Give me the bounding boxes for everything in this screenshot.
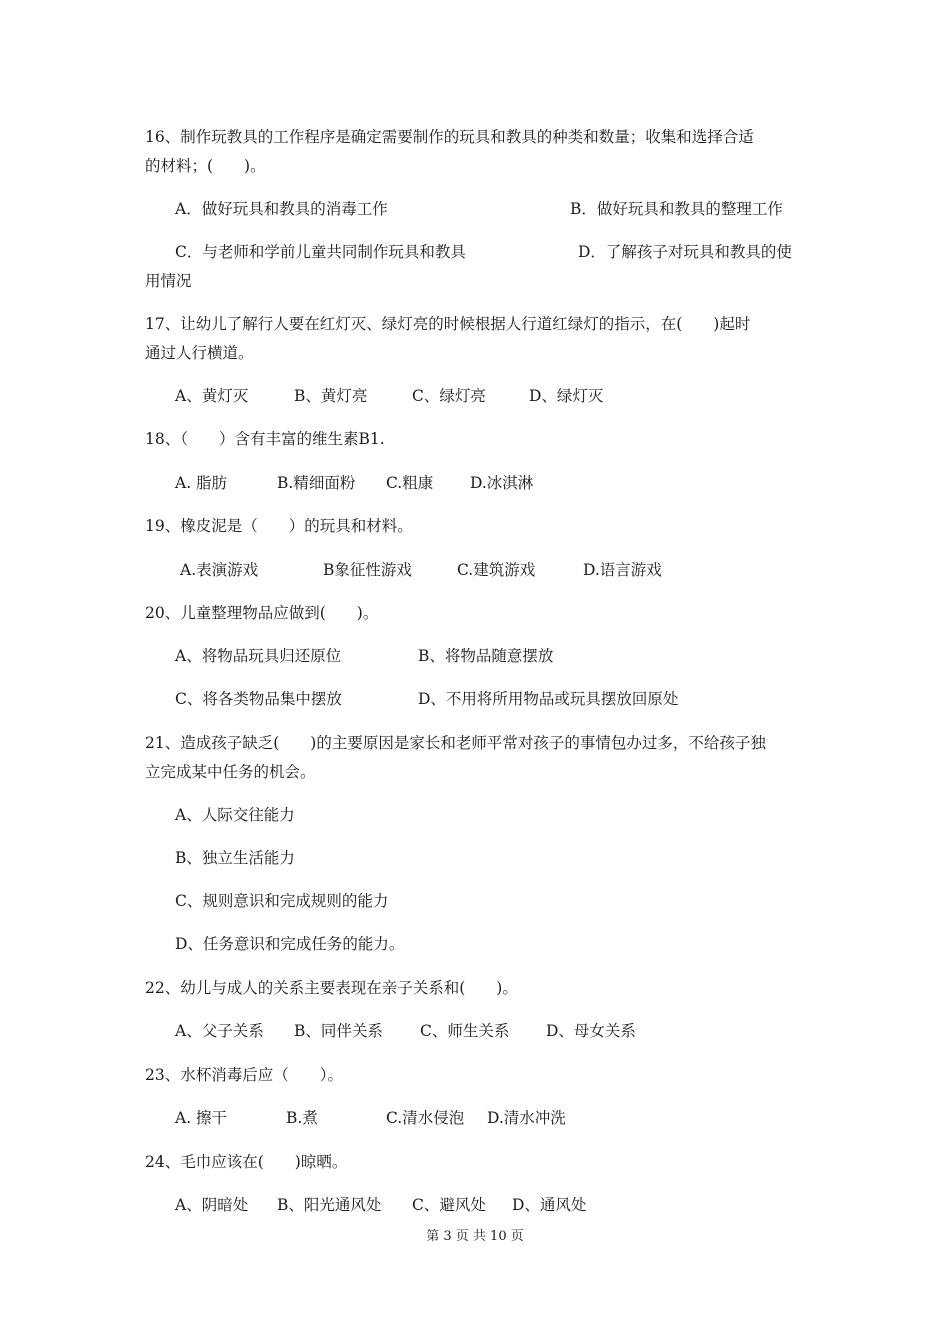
question-24-option-b: B、阳光通风处 xyxy=(277,1196,382,1214)
question-19-option-b: B象征性游戏 xyxy=(323,561,412,579)
question-23-option-a: A. 擦干 xyxy=(175,1109,228,1127)
question-16-stem: 16、制作玩教具的工作程序是确定需要制作的玩具和教具的种类和数量；收集和选择合适 xyxy=(145,128,754,146)
question-22-option-d: D、母女关系 xyxy=(546,1022,636,1040)
question-18-option-b: B.精细面粉 xyxy=(277,474,356,492)
question-21-stem: 21、造成孩子缺乏( )的主要原因是家长和老师平常对孩子的事情包办过多，不给孩子独 xyxy=(145,734,766,752)
question-20-option-b: B、将物品随意摆放 xyxy=(418,647,554,665)
question-16-option-a: A．做好玩具和教具的消毒工作 xyxy=(175,200,388,218)
question-18-option-d: D.冰淇淋 xyxy=(470,474,534,492)
question-23-option-d: D.清水冲洗 xyxy=(487,1109,566,1127)
question-21-option-c: C、规则意识和完成规则的能力 xyxy=(175,892,389,910)
question-17-option-d: D、绿灯灭 xyxy=(529,387,604,405)
question-16-option-c: C．与老师和学前儿童共同制作玩具和教具 xyxy=(175,243,466,261)
question-18-stem: 18、（ ）含有丰富的维生素B1. xyxy=(145,430,385,448)
question-17-option-c: C、绿灯亮 xyxy=(412,387,486,405)
question-19-stem: 19、橡皮泥是（ ）的玩具和材料。 xyxy=(145,517,413,535)
question-17-stem-cont: 通过人行横道。 xyxy=(145,344,254,362)
question-24-stem: 24、毛巾应该在( )晾晒。 xyxy=(145,1153,348,1171)
question-16-option-b: B．做好玩具和教具的整理工作 xyxy=(570,200,783,218)
question-17-stem: 17、让幼儿了解行人要在红灯灭、绿灯亮的时候根据人行道红绿灯的指示，在( )起时 xyxy=(145,315,751,333)
question-21-stem-cont: 立完成某中任务的机会。 xyxy=(145,763,316,781)
question-19-option-a: A.表演游戏 xyxy=(180,561,259,579)
question-19-option-d: D.语言游戏 xyxy=(583,561,662,579)
question-16-stem-cont: 的材料；( )。 xyxy=(145,157,266,175)
question-22-option-b: B、同伴关系 xyxy=(294,1022,383,1040)
question-16-option-d: D．了解孩子对玩具和教具的使 xyxy=(578,243,792,261)
question-20-option-d: D、不用将所用物品或玩具摆放回原处 xyxy=(418,690,679,708)
question-23-option-c: C.清水侵泡 xyxy=(386,1109,465,1127)
question-22-option-c: C、师生关系 xyxy=(420,1022,510,1040)
question-20-option-c: C、将各类物品集中摆放 xyxy=(175,690,342,708)
question-24-option-d: D、通风处 xyxy=(512,1196,587,1214)
question-24-option-c: C、避风处 xyxy=(412,1196,486,1214)
question-20-option-a: A、将物品玩具归还原位 xyxy=(175,647,342,665)
question-22-stem: 22、幼儿与成人的关系主要表现在亲子关系和( )。 xyxy=(145,979,518,997)
question-21-option-d: D、任务意识和完成任务的能力。 xyxy=(175,935,405,953)
question-16-option-d-cont: 用情况 xyxy=(145,272,192,290)
question-17-option-a: A、黄灯灭 xyxy=(175,387,249,405)
question-18-option-c: C.粗康 xyxy=(386,474,434,492)
question-21-option-b: B、独立生活能力 xyxy=(175,849,295,867)
question-19-option-c: C.建筑游戏 xyxy=(457,561,536,579)
question-23-option-b: B.煮 xyxy=(286,1109,318,1127)
page-number-footer: 第 3 页 共 10 页 xyxy=(426,1229,524,1244)
question-21-option-a: A、人际交往能力 xyxy=(175,806,295,824)
question-22-option-a: A、父子关系 xyxy=(175,1022,264,1040)
question-17-option-b: B、黄灯亮 xyxy=(294,387,368,405)
question-24-option-a: A、阴暗处 xyxy=(175,1196,249,1214)
question-20-stem: 20、儿童整理物品应做到( )。 xyxy=(145,604,379,622)
question-18-option-a: A. 脂肪 xyxy=(175,474,228,492)
question-23-stem: 23、水杯消毒后应（ ）。 xyxy=(145,1066,343,1084)
